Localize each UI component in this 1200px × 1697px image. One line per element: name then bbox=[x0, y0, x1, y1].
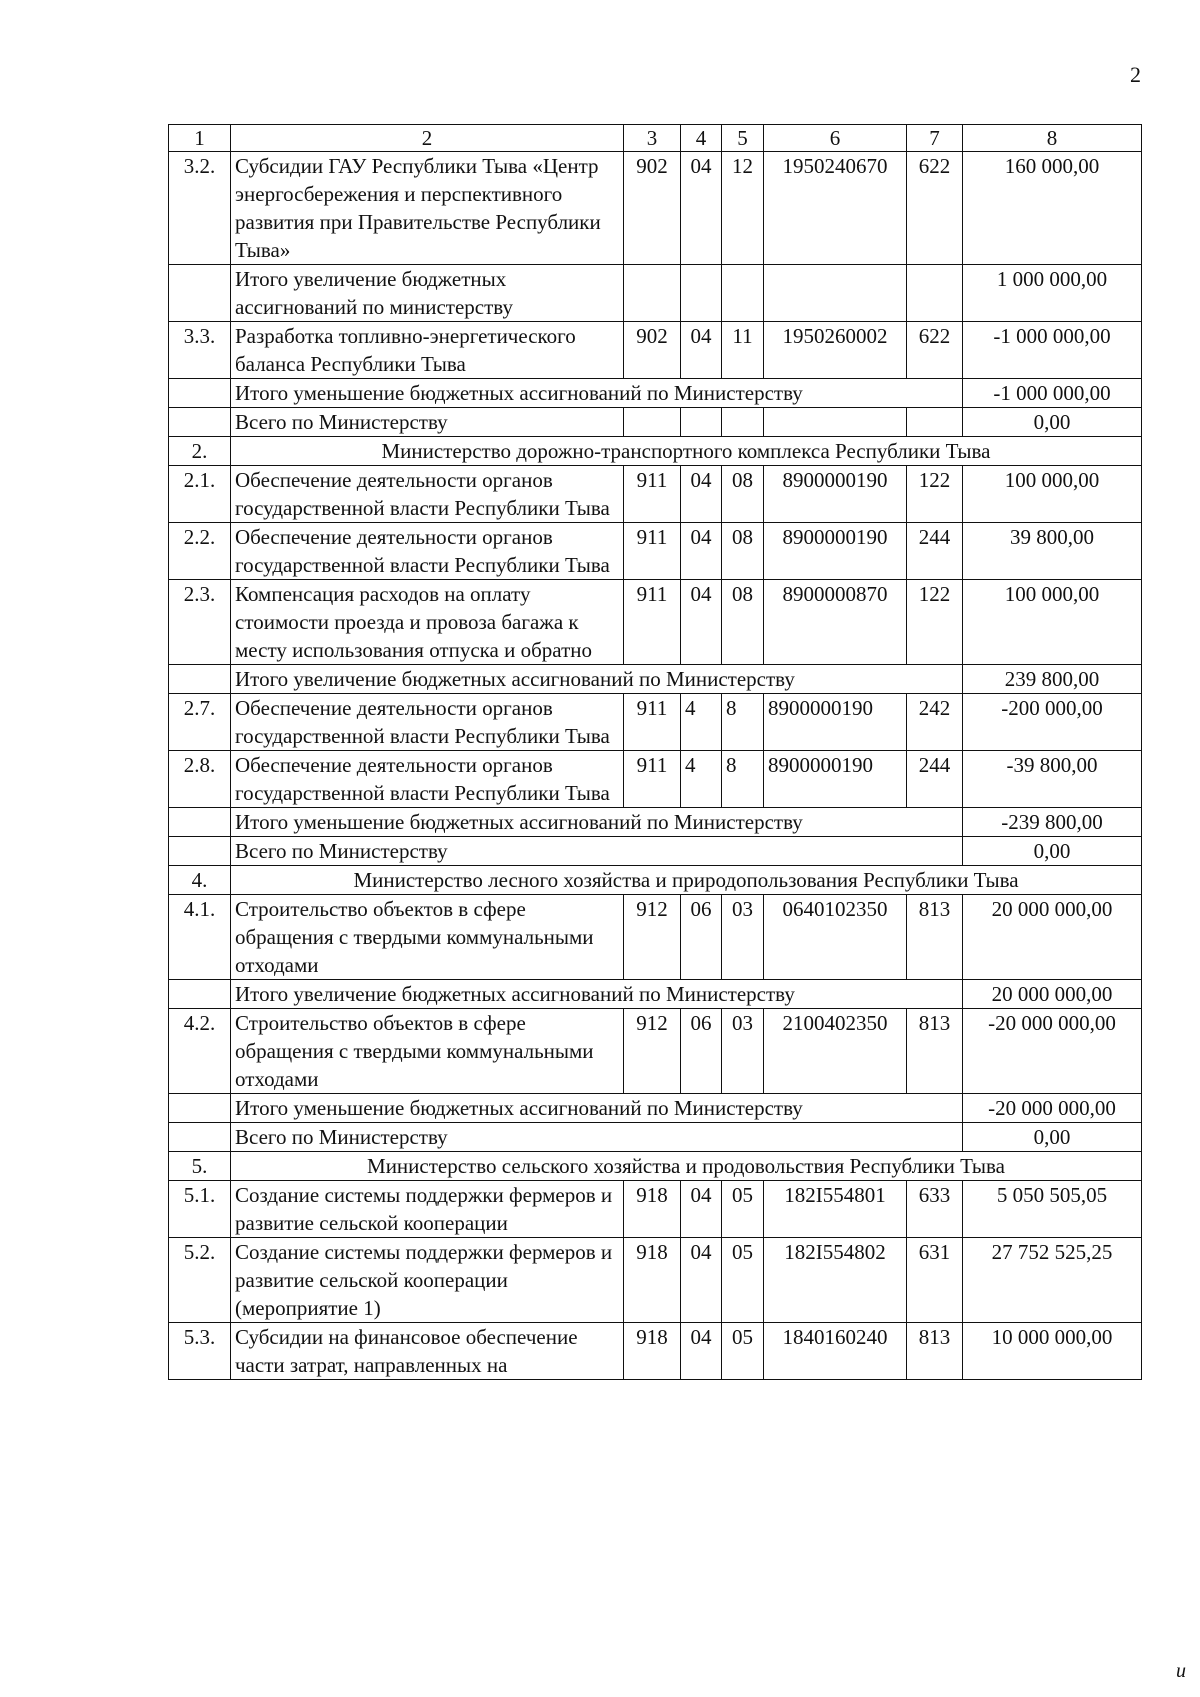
table-cell: 06 bbox=[681, 1009, 722, 1094]
table-cell: Министерство дорожно-транспортного комплекса Республики Тыва bbox=[231, 437, 1142, 466]
table-cell: Всего по Министерству bbox=[231, 837, 963, 866]
table-cell: -1 000 000,00 bbox=[963, 322, 1142, 379]
table-cell bbox=[169, 1123, 231, 1152]
table-cell bbox=[624, 265, 681, 322]
table-cell: Обеспечение деятельности органов государственной власти Республики Тыва bbox=[231, 523, 624, 580]
table-cell bbox=[169, 665, 231, 694]
table-cell bbox=[169, 808, 231, 837]
table-cell: 1950260002 bbox=[764, 322, 907, 379]
total-row bbox=[169, 379, 1142, 408]
table-cell bbox=[907, 408, 963, 437]
table-cell: 1 000 000,00 bbox=[963, 265, 1142, 322]
table-row bbox=[169, 1323, 1142, 1380]
table-cell: 04 bbox=[681, 1181, 722, 1238]
table-cell: 1950240670 bbox=[764, 152, 907, 265]
table-cell: Министерство лесного хозяйства и природопользования Республики Тыва bbox=[231, 866, 1142, 895]
table-cell: -239 800,00 bbox=[963, 808, 1142, 837]
table-cell bbox=[722, 265, 764, 322]
table-cell: 631 bbox=[907, 1238, 963, 1323]
table-cell: 182I554801 bbox=[764, 1181, 907, 1238]
table-cell: 8 bbox=[722, 751, 764, 808]
table-cell: 813 bbox=[907, 1009, 963, 1094]
total-row bbox=[169, 980, 1142, 1009]
column-header: 7 bbox=[907, 125, 963, 152]
table-cell: 08 bbox=[722, 580, 764, 665]
table-row bbox=[169, 523, 1142, 580]
table-cell: Создание системы поддержки фермеров и развитие сельской кооперации (мероприятие 1) bbox=[231, 1238, 624, 1323]
column-header: 8 bbox=[963, 125, 1142, 152]
table-cell: 04 bbox=[681, 1323, 722, 1380]
table-cell: 3.3. bbox=[169, 322, 231, 379]
table-cell: 5.1. bbox=[169, 1181, 231, 1238]
table-cell: 06 bbox=[681, 895, 722, 980]
page-number: 2 bbox=[1130, 62, 1141, 87]
table-cell bbox=[169, 408, 231, 437]
table-cell: Субсидии ГАУ Республики Тыва «Центр энергосбережения и перспективного развития при Правительстве Республики Тыва» bbox=[231, 152, 624, 265]
table-cell: -20 000 000,00 bbox=[963, 1009, 1142, 1094]
table-row bbox=[169, 580, 1142, 665]
table-cell: Субсидии на финансовое обеспечение части затрат, направленных на bbox=[231, 1323, 624, 1380]
table-cell: 08 bbox=[722, 466, 764, 523]
table-cell: 2.1. bbox=[169, 466, 231, 523]
table-cell: 4.1. bbox=[169, 895, 231, 980]
table-cell: -200 000,00 bbox=[963, 694, 1142, 751]
table-cell bbox=[764, 265, 907, 322]
table-row bbox=[169, 1009, 1142, 1094]
table-cell: 04 bbox=[681, 322, 722, 379]
table-body bbox=[169, 125, 1142, 1380]
table-cell: Разработка топливно-энергетического баланса Республики Тыва bbox=[231, 322, 624, 379]
table-cell: 918 bbox=[624, 1323, 681, 1380]
table-cell: 911 bbox=[624, 466, 681, 523]
table-cell: 160 000,00 bbox=[963, 152, 1142, 265]
table-cell: 10 000 000,00 bbox=[963, 1323, 1142, 1380]
table-cell: 100 000,00 bbox=[963, 466, 1142, 523]
table-row bbox=[169, 895, 1142, 980]
table-cell: 04 bbox=[681, 1238, 722, 1323]
table-cell: 2.7. bbox=[169, 694, 231, 751]
table-cell: Итого уменьшение бюджетных ассигнований по Министерству bbox=[231, 808, 963, 837]
table-cell: 244 bbox=[907, 751, 963, 808]
table-cell: 912 bbox=[624, 895, 681, 980]
table-cell: Создание системы поддержки фермеров и развитие сельской кооперации bbox=[231, 1181, 624, 1238]
table-cell bbox=[169, 837, 231, 866]
table-cell: 8900000870 bbox=[764, 580, 907, 665]
table-cell: 8900000190 bbox=[764, 523, 907, 580]
column-header: 3 bbox=[624, 125, 681, 152]
total-row bbox=[169, 1094, 1142, 1123]
section-row bbox=[169, 866, 1142, 895]
table-cell: 902 bbox=[624, 152, 681, 265]
column-header: 6 bbox=[764, 125, 907, 152]
table-cell bbox=[169, 980, 231, 1009]
table-cell: 3.2. bbox=[169, 152, 231, 265]
table-row bbox=[169, 1181, 1142, 1238]
table-cell: Всего по Министерству bbox=[231, 1123, 963, 1152]
total-row bbox=[169, 837, 1142, 866]
table-cell: 2100402350 bbox=[764, 1009, 907, 1094]
table-cell: 04 bbox=[681, 580, 722, 665]
table-cell: 2.3. bbox=[169, 580, 231, 665]
table-cell bbox=[722, 408, 764, 437]
table-cell: Всего по Министерству bbox=[231, 408, 624, 437]
table-cell: 39 800,00 bbox=[963, 523, 1142, 580]
section-row bbox=[169, 1152, 1142, 1181]
subtotal-row bbox=[169, 265, 1142, 322]
budget-table bbox=[168, 124, 1142, 1380]
table-cell: 04 bbox=[681, 523, 722, 580]
table-cell: 911 bbox=[624, 523, 681, 580]
section-row bbox=[169, 437, 1142, 466]
total-row bbox=[169, 665, 1142, 694]
table-cell: Обеспечение деятельности органов государственной власти Республики Тыва bbox=[231, 466, 624, 523]
table-cell: 122 bbox=[907, 580, 963, 665]
table-row bbox=[169, 1238, 1142, 1323]
table-cell bbox=[169, 379, 231, 408]
table-cell: 5.2. bbox=[169, 1238, 231, 1323]
table-cell: 4. bbox=[169, 866, 231, 895]
table-cell: 911 bbox=[624, 751, 681, 808]
table-cell: 08 bbox=[722, 523, 764, 580]
table-cell: 03 bbox=[722, 1009, 764, 1094]
table-cell: 12 bbox=[722, 152, 764, 265]
table-cell: Обеспечение деятельности органов государственной власти Республики Тыва bbox=[231, 751, 624, 808]
table-cell bbox=[907, 265, 963, 322]
table-cell: 0640102350 bbox=[764, 895, 907, 980]
table-cell: -1 000 000,00 bbox=[963, 379, 1142, 408]
column-header: 1 bbox=[169, 125, 231, 152]
table-cell: 239 800,00 bbox=[963, 665, 1142, 694]
table-row bbox=[169, 322, 1142, 379]
table-cell bbox=[169, 1094, 231, 1123]
subtotal-row bbox=[169, 408, 1142, 437]
table-cell: 8900000190 bbox=[764, 466, 907, 523]
table-cell: 4.2. bbox=[169, 1009, 231, 1094]
table-cell: -20 000 000,00 bbox=[963, 1094, 1142, 1123]
table-cell: 20 000 000,00 bbox=[963, 980, 1142, 1009]
table-cell: 05 bbox=[722, 1181, 764, 1238]
table-cell: 911 bbox=[624, 694, 681, 751]
table-cell bbox=[764, 408, 907, 437]
table-cell: 04 bbox=[681, 466, 722, 523]
table-cell: 244 bbox=[907, 523, 963, 580]
table-cell: 633 bbox=[907, 1181, 963, 1238]
column-header: 5 bbox=[722, 125, 764, 152]
table-cell: Итого увеличение бюджетных ассигнований по Министерству bbox=[231, 980, 963, 1009]
table-cell: Итого увеличение бюджетных ассигнований по Министерству bbox=[231, 665, 963, 694]
table-row bbox=[169, 466, 1142, 523]
table-cell: Итого уменьшение бюджетных ассигнований по Министерству bbox=[231, 1094, 963, 1123]
table-cell: Строительство объектов в сфере обращения с твердыми коммунальными отходами bbox=[231, 1009, 624, 1094]
table-cell bbox=[169, 265, 231, 322]
table-cell: Компенсация расходов на оплату стоимости проезда и провоза багажа к месту использования отпуска и обратно bbox=[231, 580, 624, 665]
table-cell: 622 bbox=[907, 152, 963, 265]
table-cell: 04 bbox=[681, 152, 722, 265]
total-row bbox=[169, 1123, 1142, 1152]
table-cell: 0,00 bbox=[963, 408, 1142, 437]
table-cell: 05 bbox=[722, 1238, 764, 1323]
table-cell: 622 bbox=[907, 322, 963, 379]
table-cell: 242 bbox=[907, 694, 963, 751]
column-header: 2 bbox=[231, 125, 624, 152]
table-cell: 912 bbox=[624, 1009, 681, 1094]
table-cell: Итого увеличение бюджетных ассигнований по министерству bbox=[231, 265, 624, 322]
table-cell: 122 bbox=[907, 466, 963, 523]
table-cell: 813 bbox=[907, 1323, 963, 1380]
table-cell: 0,00 bbox=[963, 837, 1142, 866]
table-cell: 2. bbox=[169, 437, 231, 466]
total-row bbox=[169, 808, 1142, 837]
table-cell: 813 bbox=[907, 895, 963, 980]
table-cell: 8900000190 bbox=[764, 694, 907, 751]
table-cell: 5 050 505,05 bbox=[963, 1181, 1142, 1238]
table-cell: 902 bbox=[624, 322, 681, 379]
table-row bbox=[169, 694, 1142, 751]
corner-mark: и bbox=[1176, 1660, 1186, 1682]
table-cell: 8900000190 bbox=[764, 751, 907, 808]
table-cell: 911 bbox=[624, 580, 681, 665]
table-cell: 03 bbox=[722, 895, 764, 980]
table-cell: 0,00 bbox=[963, 1123, 1142, 1152]
table-cell: 05 bbox=[722, 1323, 764, 1380]
table-cell bbox=[681, 408, 722, 437]
table-cell: 5.3. bbox=[169, 1323, 231, 1380]
table-cell: 918 bbox=[624, 1181, 681, 1238]
table-row bbox=[169, 751, 1142, 808]
table-cell: Строительство объектов в сфере обращения с твердыми коммунальными отходами bbox=[231, 895, 624, 980]
table-cell: 918 bbox=[624, 1238, 681, 1323]
table-cell: 100 000,00 bbox=[963, 580, 1142, 665]
header-row bbox=[169, 125, 1142, 152]
table-cell: 11 bbox=[722, 322, 764, 379]
table-cell: 27 752 525,25 bbox=[963, 1238, 1142, 1323]
table-cell: Министерство сельского хозяйства и продовольствия Республики Тыва bbox=[231, 1152, 1142, 1181]
table-cell: 8 bbox=[722, 694, 764, 751]
table-row bbox=[169, 152, 1142, 265]
table-cell: 20 000 000,00 bbox=[963, 895, 1142, 980]
table-cell: Итого уменьшение бюджетных ассигнований по Министерству bbox=[231, 379, 963, 408]
table-cell: 182I554802 bbox=[764, 1238, 907, 1323]
table-cell: 2.2. bbox=[169, 523, 231, 580]
column-header: 4 bbox=[681, 125, 722, 152]
table-cell: -39 800,00 bbox=[963, 751, 1142, 808]
table-cell: 2.8. bbox=[169, 751, 231, 808]
table-cell bbox=[681, 265, 722, 322]
table-cell bbox=[624, 408, 681, 437]
table-cell: 5. bbox=[169, 1152, 231, 1181]
table-cell: Обеспечение деятельности органов государственной власти Республики Тыва bbox=[231, 694, 624, 751]
table-cell: 4 bbox=[681, 694, 722, 751]
table-cell: 4 bbox=[681, 751, 722, 808]
table-cell: 1840160240 bbox=[764, 1323, 907, 1380]
